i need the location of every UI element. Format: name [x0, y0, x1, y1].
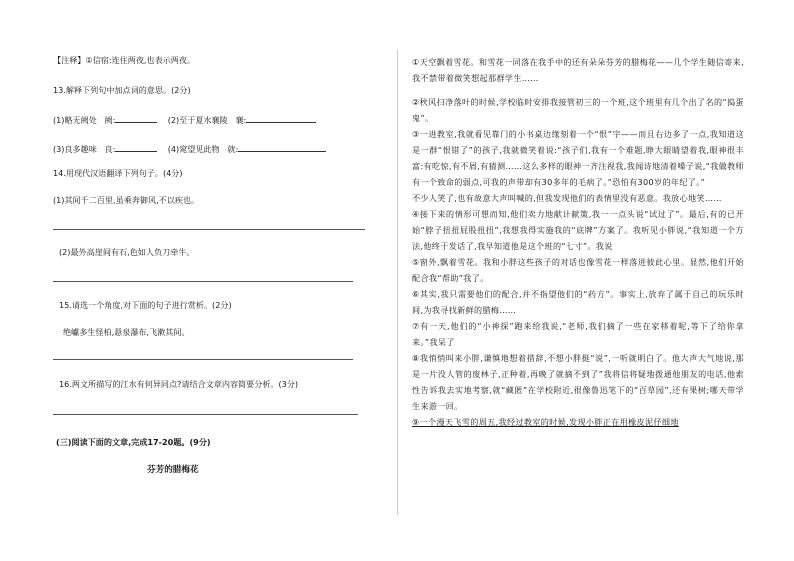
question-14: 14.用现代汉语翻译下列句子。(4分) — [53, 168, 183, 178]
paragraph-1: ①天空飘着雪花。和雪花一同落在我手中的还有朵朵芬芳的腊梅花——几个学生随信寄来,我不禁带着微笑想起那群学生…… — [412, 57, 744, 83]
paragraph-4: ④接下来的情形可想而知,他们卖力地献计献策,我一一点头说“试过了”。最后,有的已开始“脖子扭扭屁股扭扭”,我想我得实施我的“底牌”方案了。我听见小胖说,“我知道一个方法,他终于发话了,我早知道他是这个班的“七寸”。我说 — [412, 209, 744, 251]
question-15: 15.请选一个角度,对下面的句子进行赏析。(2分) — [59, 300, 232, 310]
answer-blank-2[interactable] — [246, 113, 316, 123]
paragraph-2: ②秋风扫净落叶的时候,学校临时安排我接管初三的一个班,这个班里有几个出了名的“捣蛋鬼”。 — [412, 97, 744, 123]
question-16: 16.两文所描写的江水有何异同点?请结合文章内容简要分析。(3分) — [59, 379, 299, 389]
answer-line-16[interactable] — [53, 414, 358, 415]
right-column — [412, 54, 744, 430]
question-15-quote: 绝巘多生怪柏,悬泉瀑布,飞漱其间。 — [63, 327, 190, 337]
paragraph-7: ⑦有一天,他们的“小神探”跑来给我说,“老师,我们摘了一些在家移着呢,等下了给你拿来。”我呆了 — [412, 321, 744, 347]
q13-row-2 — [53, 142, 326, 155]
annotation-note: 【注释】①信宿:连住两夜,也表示两夜。 — [53, 55, 196, 65]
q13-row-1 — [53, 113, 316, 126]
column-divider — [397, 50, 398, 515]
q13-key-1: 阙: — [104, 115, 116, 125]
answer-line-14-1[interactable] — [53, 229, 365, 230]
q13-key-3: 良: — [104, 144, 116, 154]
paragraph-3: ③一进教室,我就看见靠门的小书桌边缘刻着一个“恨”字——而且右边多了一点,我知道这是一群“恨错了”的孩子,我就微笑着说:“孩子们,我有一个难题,睁大眼睛望着我,眼神很丰富:有吃惊,有不屑,有猜测……这么多样的眼神一齐注视我,我闻诗地清着嗓子说,“我做教师有一个致命的弱点,可我的声带却有30多年的毛病了。”恐怕有300岁的年纪了。” — [412, 129, 744, 187]
q13-key-4: 就: — [227, 144, 239, 154]
article-title: 芬芳的腊梅花 — [147, 465, 199, 475]
q13-item-2: (2)至于夏水襄陵 — [167, 115, 228, 125]
paragraph-5: ⑤窗外,飘着雪花。我和小胖这些孩子的对话也像雪花一样落进彼此心里。显然,他们开始配合我“帮助”我了。 — [412, 257, 744, 283]
paragraph-8: ⑧我悄悄叫来小胖,谦慎地想着措辞,不想小胖挺“说”,一听就明白了。他大声大气地说,那是一片没人管的废林子,正种着,再晚了就摘不到了”我将信将疑地拨通他朋友的电话,他索性告诉我去实地考察,就“藏匿”在学校附近,很像鲁迅笔下的“百草园”,还有果树;哪天带学生来游一回。 — [412, 353, 744, 411]
answer-blank-1[interactable] — [115, 113, 157, 123]
q13-key-2: 襄: — [235, 115, 247, 125]
question-14-2: (2)最外高崖间有石,色如人负刀牵牛。 — [59, 247, 195, 257]
answer-line-14-2[interactable] — [53, 281, 353, 282]
paragraph-3b: 不少人笑了,也有故意大声叫喊的,但我发现他们的表情里没有恶意。我放心地笑…… — [412, 193, 722, 203]
paragraph-6: ⑥其实,我只需要他们的配合,并不指望他们的“药方”。事实上,放弃了属于自己的玩乐时间,为我寻找新鲜的腊梅…… — [412, 289, 744, 315]
q13-item-1: (1)略无阙处 — [53, 115, 97, 125]
question-13: 13.解释下列句中加点词的意思。(2分) — [53, 85, 191, 95]
answer-blank-3[interactable] — [115, 142, 157, 152]
answer-blank-4[interactable] — [238, 142, 326, 152]
answer-line-15[interactable] — [53, 359, 353, 360]
q13-item-4: (4)窕望见此物 — [167, 144, 220, 154]
paragraph-9: ⑨一个漫天飞雪的周五,我经过教室的时候,发现小胖正在用橡皮泥仔细地 — [412, 417, 679, 427]
q13-item-3: (3)良多趣味 — [53, 144, 97, 154]
question-14-1: (1)其间千二百里,虽乘奔御风,不以疾也。 — [53, 195, 200, 205]
section-3-heading: (三)阅读下面的文章,完成17-20题。(9分) — [56, 437, 211, 447]
